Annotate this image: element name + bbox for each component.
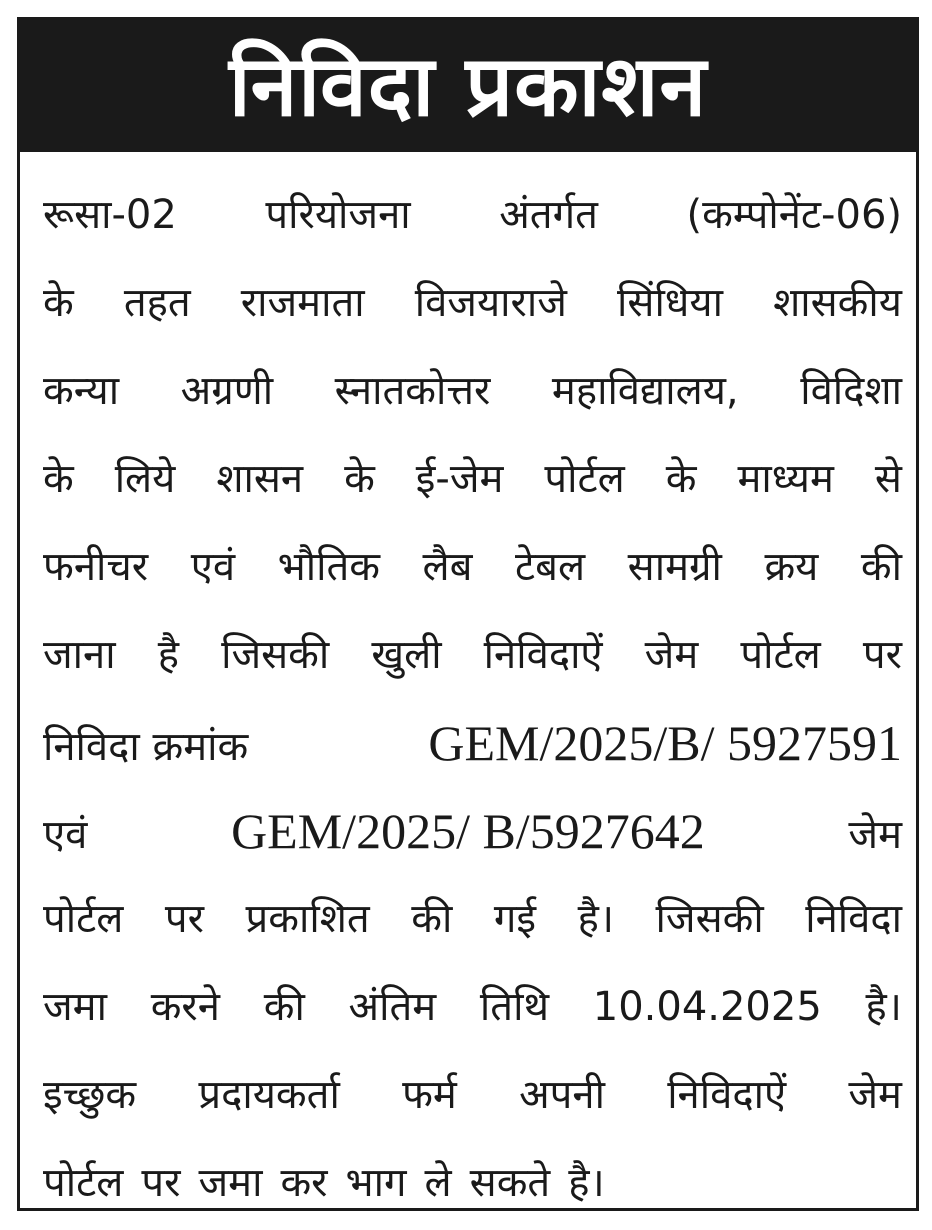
word: लैब <box>422 544 473 590</box>
notice-line <box>43 171 902 259</box>
word: भाग <box>345 1160 407 1206</box>
word: है। <box>865 984 902 1030</box>
tender-notice <box>17 17 919 1211</box>
word: पोर्टल <box>43 896 124 942</box>
word: प्रकाशित <box>245 896 370 942</box>
word: जेम <box>848 1072 902 1118</box>
word: इच्छुक <box>43 1072 137 1118</box>
word: अंतर्गत <box>499 192 598 238</box>
tender-number-label: निविदा क्रमांक <box>43 724 249 770</box>
word: के <box>665 456 697 502</box>
word: स्नातकोत्तर <box>334 368 491 414</box>
word: लिये <box>114 456 176 502</box>
word: परियोजना <box>265 192 411 238</box>
word: फनीचर <box>43 544 149 590</box>
last-date: 10.04.2025 <box>592 984 822 1030</box>
word: ले <box>424 1160 452 1206</box>
word: तिथि <box>479 984 550 1030</box>
word: पर <box>164 896 204 942</box>
word: फर्म <box>402 1072 457 1118</box>
notice-header <box>20 20 916 152</box>
word: अंतिम <box>348 984 437 1030</box>
word: गई <box>493 896 537 942</box>
word: से <box>874 456 902 502</box>
notice-line <box>43 1051 902 1139</box>
word: कर <box>280 1160 328 1206</box>
word: सामग्री <box>627 544 722 590</box>
word: महाविद्यालय, <box>551 368 739 414</box>
word: करने <box>150 984 220 1030</box>
notice-line <box>43 347 902 435</box>
tender-number-1: GEM/2025/B/ 5927591 <box>428 715 902 771</box>
word: कन्या <box>43 368 120 414</box>
word: के <box>43 280 74 326</box>
word: अग्रणी <box>180 368 274 414</box>
word: प्रदायकर्ता <box>198 1072 340 1118</box>
word: पर <box>862 632 902 678</box>
word: है। <box>577 896 614 942</box>
word: शासकीय <box>773 280 902 326</box>
notice-line <box>43 259 902 347</box>
notice-line <box>43 787 902 875</box>
word: माध्यम <box>737 456 834 502</box>
word: तहत <box>123 280 191 326</box>
word: पोर्टल <box>43 1160 124 1206</box>
word: जमा <box>43 984 107 1030</box>
word: ई-जेम <box>415 456 504 502</box>
notice-line <box>43 611 902 699</box>
word: सिंधिया <box>617 280 723 326</box>
word: जिसकी <box>221 632 330 678</box>
word: की <box>263 984 305 1030</box>
word: के <box>344 456 375 502</box>
word: है। <box>568 1160 605 1206</box>
word: रूसा-02 <box>43 192 177 238</box>
word: निविदा <box>805 896 902 942</box>
word: राजमाता <box>240 280 365 326</box>
notice-line <box>43 963 902 1051</box>
word: निविदाऐं <box>667 1072 787 1118</box>
word: एवं <box>190 544 236 590</box>
notice-line <box>43 1139 902 1227</box>
word: पोर्टल <box>544 456 625 502</box>
word: क्रय <box>764 544 819 590</box>
word: है <box>157 632 179 678</box>
word: निविदाऐं <box>483 632 603 678</box>
word: एवं <box>43 812 88 858</box>
word: सकते <box>469 1160 551 1206</box>
notice-body <box>43 171 902 1227</box>
word: (कम्पोनेंट-06) <box>686 192 902 238</box>
word: शासन <box>216 456 304 502</box>
notice-line <box>43 699 902 787</box>
notice-line <box>43 875 902 963</box>
word: अपनी <box>519 1072 605 1118</box>
word: पर <box>141 1160 181 1206</box>
word: की <box>411 896 453 942</box>
word: जमा <box>198 1160 263 1206</box>
word: पोर्टल <box>740 632 821 678</box>
word: टेबल <box>515 544 586 590</box>
word: विजयाराजे <box>414 280 567 326</box>
word: भौतिक <box>277 544 380 590</box>
word: खुली <box>371 632 442 678</box>
notice-title: निविदा प्रकाशन <box>228 37 708 135</box>
word: जिसकी <box>655 896 764 942</box>
notice-line <box>43 435 902 523</box>
tender-number-2: GEM/2025/ B/5927642 <box>231 803 705 859</box>
word: जेम <box>848 812 902 858</box>
notice-line <box>43 523 902 611</box>
word: जेम <box>644 632 699 678</box>
word: जाना <box>43 632 116 678</box>
word: की <box>860 544 902 590</box>
word: के <box>43 456 74 502</box>
word: विदिशा <box>800 368 902 414</box>
